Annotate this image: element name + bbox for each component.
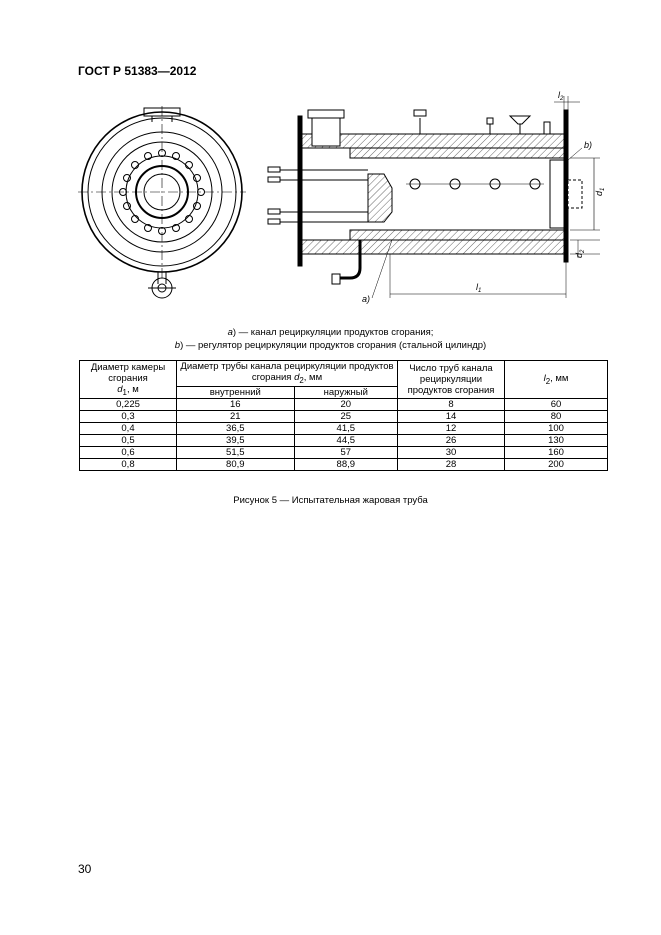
col-head-count: Число труб канала рециркуляции продуктов сгорания — [398, 361, 505, 399]
table-cell: 60 — [505, 398, 608, 410]
col-head-d2: Диаметр трубы канала рециркуляции продуктов сгорания $d_2$, мм — [177, 361, 398, 387]
table-cell: 36,5 — [177, 422, 295, 434]
label-d2: $d_2$ — [574, 249, 586, 258]
table-cell: 30 — [398, 446, 505, 458]
page-number: 30 — [78, 862, 92, 876]
table-cell: 21 — [177, 410, 295, 422]
col-head-outer: наружный — [294, 386, 397, 398]
col-head-l2: $l_2$, мм — [505, 361, 608, 399]
table-cell: 20 — [294, 398, 397, 410]
table-cell: 160 — [505, 446, 608, 458]
table-row — [80, 422, 608, 434]
label-b: b) — [584, 140, 593, 150]
table-cell: 44,5 — [294, 434, 397, 446]
label-a: a) — [362, 294, 371, 304]
label-d1: $d_1$ — [594, 187, 606, 196]
legend-a: a) — канал рециркуляции продуктов сгорания; — [227, 327, 434, 338]
table-cell: 80,9 — [177, 458, 295, 470]
table-cell: 12 — [398, 422, 505, 434]
table-cell: 0,8 — [80, 458, 177, 470]
table-cell: 41,5 — [294, 422, 397, 434]
table-row — [80, 410, 608, 422]
table-cell: 26 — [398, 434, 505, 446]
table-cell: 0,225 — [80, 398, 177, 410]
table-cell: 57 — [294, 446, 397, 458]
col-head-inner: внутренний — [177, 386, 295, 398]
table-cell: 25 — [294, 410, 397, 422]
data-table — [79, 360, 608, 471]
table-cell: 130 — [505, 434, 608, 446]
table-row — [80, 398, 608, 410]
table-cell: 0,3 — [80, 410, 177, 422]
label-l1: $l_1$ — [476, 282, 482, 294]
table-cell: 16 — [177, 398, 295, 410]
figure-legend — [0, 326, 661, 352]
front-view — [78, 106, 246, 298]
table-cell: 0,4 — [80, 422, 177, 434]
technical-drawing — [70, 88, 610, 318]
table-cell: 8 — [398, 398, 505, 410]
table-cell: 0,6 — [80, 446, 177, 458]
table-row — [80, 434, 608, 446]
table-cell: 80 — [505, 410, 608, 422]
label-l2: $l_2$ — [558, 90, 564, 102]
side-view — [268, 96, 600, 298]
col-head-d1: Диаметр камеры сгорания $d_1$, м — [80, 361, 177, 399]
table-cell: 51,5 — [177, 446, 295, 458]
figure-title: Рисунок 5 — Испытательная жаровая труба — [233, 495, 428, 506]
table-cell: 200 — [505, 458, 608, 470]
table-cell: 39,5 — [177, 434, 295, 446]
table-cell: 0,5 — [80, 434, 177, 446]
table-row — [80, 458, 608, 470]
table-cell: 100 — [505, 422, 608, 434]
table-cell: 14 — [398, 410, 505, 422]
table-cell: 88,9 — [294, 458, 397, 470]
legend-b: b) — регулятор рециркуляции продуктов сгорания (стальной цилиндр) — [174, 340, 487, 351]
table-row — [80, 446, 608, 458]
document-header: ГОСТ Р 51383—2012 — [78, 64, 197, 78]
table-cell: 28 — [398, 458, 505, 470]
